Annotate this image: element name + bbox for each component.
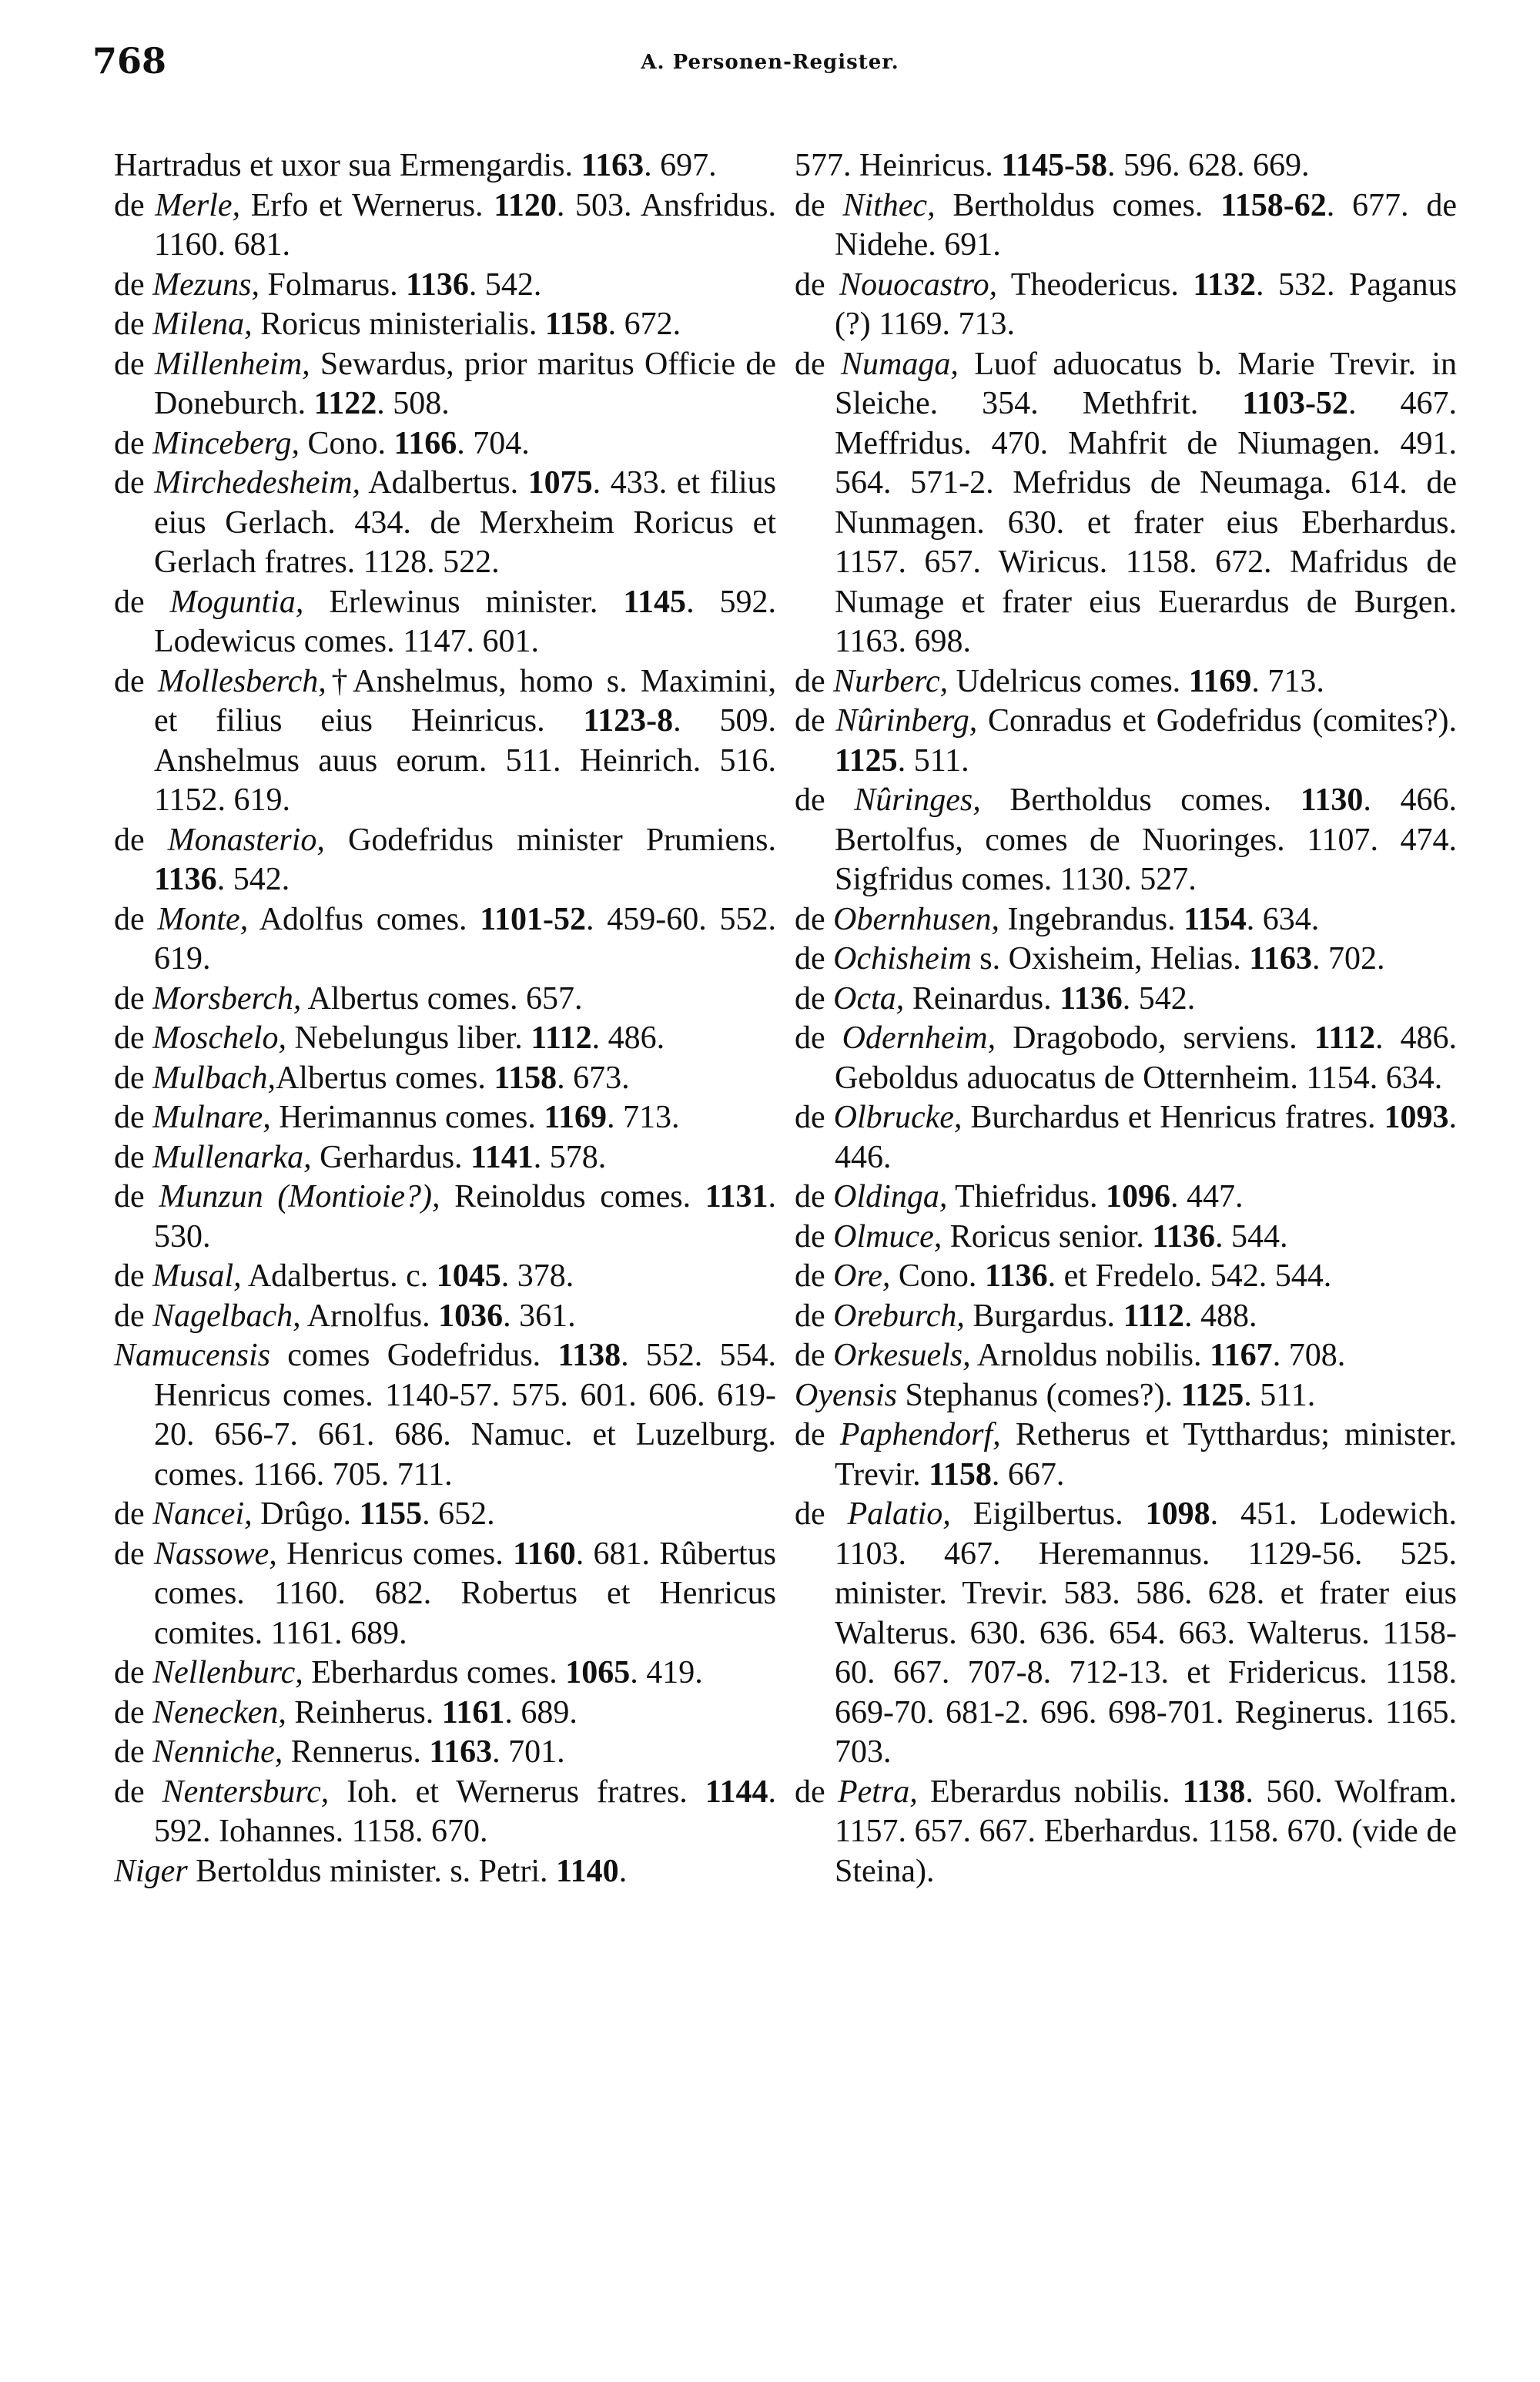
register-entry: [114, 345, 776, 424]
register-entry: [795, 1773, 1457, 1892]
entry-rest: Hartradus et uxor sua Ermengardis.: [114, 148, 581, 183]
entry-b1: 1101-52: [480, 901, 586, 937]
entry-b1: 1158: [929, 1456, 992, 1493]
entry-lead: de: [114, 1100, 153, 1135]
register-entry: [795, 345, 1457, 662]
entry-b1: 1093: [1384, 1100, 1449, 1135]
entry-rest: Cono.: [890, 1258, 985, 1294]
entry-rest: Roricus ministerialis.: [252, 307, 545, 342]
entry-b1: 1136: [1152, 1218, 1215, 1255]
register-entry: [795, 1257, 1457, 1297]
entry-rest: Adalbertus.: [360, 465, 528, 501]
register-entry: [795, 662, 1457, 702]
entry-lead: de: [795, 1218, 834, 1255]
register-entry: [114, 1852, 776, 1892]
entry-rest: Theodericus.: [997, 266, 1194, 303]
entry-tail: . 560. Wolfram. 1157. 657. 667. Eberhardus. 1158. 670. (vide de Steina).: [835, 1774, 1457, 1889]
register-entry: [114, 1495, 776, 1535]
register-entry: [114, 424, 776, 464]
entry-tail: . 509. Anshelmus auus eorum. 511. Heinrich. 516. 1152. 619.: [154, 703, 777, 818]
entry-rest: Conradus et Godefridus (comites?).: [977, 703, 1457, 739]
entry-tail: . 466. Bertolfus, comes de Nuoringes. 1107. 474. Sigfridus comes. 1130. 527.: [835, 782, 1457, 897]
entry-name: Moguntia,: [169, 584, 304, 620]
entry-lead: de: [795, 901, 834, 937]
entry-rest: Bertoldus minister. s. Petri.: [187, 1853, 556, 1889]
entry-rest: comes Godefridus.: [270, 1338, 558, 1373]
entry-b1: 1045: [436, 1258, 501, 1294]
entry-b1: 1161: [441, 1694, 505, 1730]
entry-b1: 1136: [1060, 980, 1123, 1017]
entry-name: Numaga,: [841, 346, 959, 382]
entry-b1: 1144: [705, 1774, 768, 1810]
entry-rest: Folmarus.: [259, 266, 407, 303]
entry-b1: 1154: [1183, 901, 1247, 937]
entry-lead: de: [114, 1734, 153, 1770]
entry-tail: . 578.: [533, 1139, 607, 1175]
entry-rest: Retherus et Tytthardus; minister. Trevir.: [835, 1417, 1457, 1493]
entry-name: Petra,: [837, 1774, 918, 1810]
entry-name: Mulbach,: [152, 1060, 276, 1096]
entry-name: Nellenburc,: [152, 1655, 303, 1690]
register-entry: [114, 1019, 776, 1059]
entry-lead: de: [114, 1139, 153, 1175]
register-entry: [114, 186, 776, 266]
entry-b1: 1136: [154, 862, 217, 897]
entry-tail: . 488.: [1183, 1298, 1257, 1334]
entry-name: Merle,: [155, 187, 241, 223]
entry-rest: Burchardus et Henricus fratres.: [962, 1100, 1384, 1135]
entry-rest: Reinardus.: [904, 980, 1060, 1017]
register-entry: [795, 266, 1457, 345]
entry-name: Olbrucke,: [833, 1100, 962, 1135]
entry-name: Nûringes,: [854, 782, 981, 818]
entry-name: Morsberch,: [152, 980, 302, 1017]
entry-b1: 1125: [1180, 1377, 1244, 1413]
entry-b1: 1122: [313, 386, 377, 421]
register-entry: [795, 781, 1457, 900]
register-entry: [114, 1336, 776, 1495]
register-entry: [114, 1733, 776, 1773]
entry-b1: 1112: [1314, 1020, 1375, 1056]
entry-tail: . 673.: [557, 1060, 630, 1096]
entry-b1: 1166: [393, 425, 457, 461]
entry-rest: Eberardus nobilis.: [917, 1774, 1183, 1810]
entry-tail: . 361.: [503, 1298, 576, 1334]
register-entry: [795, 146, 1457, 186]
register-entry: [795, 980, 1457, 1020]
entry-tail: . 542.: [216, 862, 290, 897]
entry-b1: 1158-62: [1220, 187, 1327, 223]
page-header: [92, 40, 1448, 94]
entry-tail: . 451. Lodewich. 1103. 467. Heremannus. 1129-56. 525. minister. Trevir. 583. 586. 628. et frater eius Walterus. 630. 636. 654. 663. Walterus. 1158-60. 667. 707-8. 712-13. et Fridericus. 1158. 669-70. 681-2. 696. 698-701. Reginerus. 1165. 703.: [835, 1496, 1457, 1770]
entry-lead: de: [795, 663, 834, 699]
entry-b1: 1167: [1210, 1338, 1273, 1373]
entry-tail: . 713.: [607, 1100, 680, 1135]
entry-lead: de: [114, 1655, 153, 1690]
register-entry: [114, 266, 776, 306]
entry-tail: . 667.: [991, 1456, 1065, 1493]
register-entry: [114, 900, 776, 980]
entry-name: Obernhusen,: [833, 901, 999, 937]
entry-name: Nenecken,: [152, 1694, 286, 1730]
entry-rest: Erlewinus minister.: [303, 584, 624, 620]
entry-b1: 1123-8: [583, 703, 674, 739]
entry-b1: 1131: [705, 1179, 768, 1214]
entry-lead: de: [795, 1496, 848, 1532]
entry-rest: Udelricus comes.: [948, 663, 1189, 699]
entry-b1: 1158: [544, 307, 608, 342]
entry-b1: 1112: [531, 1020, 592, 1056]
entry-rest: Bertholdus comes.: [935, 187, 1221, 223]
register-entry: [114, 1297, 776, 1337]
entry-tail: .: [618, 1853, 628, 1889]
entry-name: Moschelo,: [152, 1020, 286, 1056]
entry-tail: . 672.: [608, 307, 681, 342]
entry-rest: Eberhardus comes.: [303, 1655, 566, 1690]
entry-b1: 1160: [513, 1536, 576, 1572]
register-entry: [114, 980, 776, 1020]
entry-b1: 1158: [494, 1060, 557, 1096]
register-entry: [114, 146, 776, 186]
entry-b1: 1125: [835, 742, 898, 779]
entry-b1: 1098: [1145, 1496, 1210, 1532]
entry-rest: Bertholdus comes.: [980, 782, 1301, 818]
entry-name: Odernheim,: [842, 1020, 996, 1056]
entry-tail: . 681. Rûbertus comes. 1160. 682. Robertus et Henricus comites. 1161. 689.: [154, 1536, 776, 1651]
entry-b1: 1163: [1249, 941, 1312, 977]
entry-lead: de: [795, 1338, 834, 1373]
right-column: [795, 146, 1457, 1891]
entry-rest: Ingebrandus.: [999, 901, 1184, 937]
register-entry: [114, 1773, 776, 1852]
entry-tail: . 689.: [504, 1694, 578, 1730]
entry-name: Orkesuels,: [833, 1338, 971, 1373]
entry-rest: Drûgo.: [252, 1496, 360, 1532]
entry-rest: Reinoldus comes.: [440, 1179, 705, 1214]
entry-lead: de: [795, 1298, 834, 1334]
entry-rest: Nebelungus liber.: [286, 1020, 531, 1056]
entry-tail: . 701.: [492, 1734, 565, 1770]
register-entry: [114, 1653, 776, 1694]
entry-lead: de: [795, 1417, 840, 1452]
entry-rest: Dragobodo, serviens.: [996, 1020, 1314, 1056]
entry-name: Oreburch,: [833, 1298, 965, 1334]
entry-tail: . 530.: [154, 1179, 776, 1255]
entry-rest: Cono.: [300, 425, 394, 461]
entry-name: Nentersburc,: [162, 1774, 330, 1810]
entry-name: Monasterio,: [167, 822, 325, 858]
register-entry: [114, 1098, 776, 1138]
entry-tail: . 378.: [500, 1258, 574, 1294]
register-entry: [795, 1178, 1457, 1218]
entry-name: Minceberg,: [152, 425, 300, 461]
entry-b1: 1141: [470, 1139, 534, 1175]
entry-tail: . 532. Paganus (?) 1169. 713.: [835, 266, 1457, 342]
register-entry: [795, 1218, 1457, 1258]
entry-name: Nenniche,: [152, 1734, 283, 1770]
entry-lead: de: [114, 584, 170, 620]
entry-b1: 1145: [623, 584, 687, 620]
register-entry: [114, 583, 776, 662]
register-entry: [114, 662, 776, 821]
entry-name: Oldinga,: [833, 1179, 948, 1214]
register-entry: [795, 1019, 1457, 1098]
entry-rest: Gerhardus.: [311, 1139, 471, 1175]
entry-name: Nouocastro,: [839, 266, 998, 303]
entry-lead: de: [795, 703, 836, 739]
entry-lead: de: [114, 663, 158, 699]
entry-tail: . 596. 628. 669.: [1106, 148, 1310, 183]
entry-name: Ore,: [833, 1258, 891, 1294]
entry-name: Niger: [114, 1853, 188, 1889]
entry-rest: Thiefridus.: [947, 1179, 1106, 1214]
running-head: A. Personen-Register.: [641, 51, 899, 74]
register-entry: [114, 1257, 776, 1297]
entry-lead: de: [114, 980, 153, 1017]
entry-lead: de: [114, 1298, 153, 1334]
entry-b1: 1163: [429, 1734, 493, 1770]
entry-name: Octa,: [833, 980, 905, 1017]
entry-rest: Albertus comes. 657.: [301, 980, 583, 1017]
entry-b1: 1103-52: [1242, 386, 1348, 421]
entry-tail: . 511.: [1244, 1377, 1316, 1413]
entry-tail: . 697.: [644, 148, 717, 183]
register-entry: [795, 1376, 1457, 1416]
entry-rest: Herimannus comes.: [270, 1100, 544, 1135]
entry-lead: de: [114, 1179, 159, 1214]
entry-b1: 1132: [1193, 266, 1257, 303]
entry-tail: . 544.: [1214, 1218, 1288, 1255]
left-column: [114, 146, 776, 1891]
entry-rest: Erfo et Wernerus.: [240, 187, 494, 223]
entry-name: Mollesberch,: [157, 663, 326, 699]
entry-rest: Rennerus.: [283, 1734, 430, 1770]
entry-rest: Godefridus minister Prumiens.: [324, 822, 776, 858]
register-entry: [114, 1138, 776, 1178]
entry-rest: Albertus comes.: [275, 1060, 494, 1096]
register-entry: [795, 1495, 1457, 1773]
entry-b1: 1130: [1300, 782, 1364, 818]
entry-name: Nagelbach,: [152, 1298, 301, 1334]
entry-name: Nancei,: [152, 1496, 253, 1532]
entry-lead: de: [114, 1536, 154, 1572]
entry-tail: . 503. Ansfridus. 1160. 681.: [154, 187, 776, 263]
entry-name: Nithec,: [842, 187, 936, 223]
entry-lead: de: [795, 980, 834, 1017]
register-entry: [114, 821, 776, 900]
register-columns: [0, 146, 1540, 2333]
entry-lead: de: [795, 1258, 834, 1294]
entry-rest: Sewardus, prior maritus Officie de Doneburch.: [154, 346, 776, 421]
entry-tail: . 702.: [1311, 941, 1385, 977]
register-entry: [795, 940, 1457, 980]
register-entry: [114, 1694, 776, 1734]
entry-tail: . 486.: [591, 1020, 665, 1056]
register-entry: [795, 900, 1457, 940]
entry-lead: de: [795, 941, 834, 977]
entry-tail: . et Fredelo. 542. 544.: [1047, 1258, 1332, 1294]
register-entry: [114, 1535, 776, 1654]
register-entry: [114, 305, 776, 345]
entry-tail: . 459-60. 552. 619.: [154, 901, 776, 977]
entry-rest: †Anshelmus, homo s. Maximini, et filius eius Heinricus.: [154, 663, 776, 739]
entry-tail: . 486. Geboldus aduocatus de Otternheim. 1154. 634.: [835, 1020, 1457, 1096]
entry-rest: Burgardus.: [964, 1298, 1123, 1334]
entry-tail: . 592. Lodewicus comes. 1147. 601.: [154, 584, 776, 659]
entry-tail: . 552. 554. Henricus comes. 1140-57. 575. 601. 606. 619-20. 656-7. 661. 686. Namuc. et Luzelburg. comes. 1166. 705. 711.: [154, 1338, 776, 1493]
entry-b1: 1112: [1123, 1298, 1184, 1334]
entry-rest: Luof aduocatus b. Marie Trevir. in Sleiche. 354. Methfrit.: [835, 346, 1457, 421]
entry-rest: Arnoldus nobilis.: [970, 1338, 1210, 1373]
entry-b1: 1169: [1188, 663, 1252, 699]
entry-name: Nurberc,: [833, 663, 949, 699]
entry-name: Milena,: [152, 307, 253, 342]
entry-name: Musal,: [152, 1258, 242, 1294]
register-entry: [795, 1336, 1457, 1376]
entry-name: Namucensis: [114, 1338, 270, 1373]
entry-tail: . 542.: [468, 266, 542, 303]
register-entry: [795, 186, 1457, 266]
entry-tail: . 592. Iohannes. 1158. 670.: [154, 1774, 776, 1849]
entry-name: Nûrinberg,: [835, 703, 978, 739]
entry-tail: . 446.: [835, 1100, 1457, 1175]
entry-lead: de: [795, 1774, 838, 1810]
entry-rest: Arnolfus.: [300, 1298, 439, 1334]
entry-b1: 1163: [581, 148, 644, 183]
entry-b1: 1138: [1182, 1774, 1246, 1810]
entry-lead: de: [114, 1060, 153, 1096]
entry-name: Mirchedesheim,: [154, 465, 361, 501]
entry-lead: de: [114, 1020, 153, 1056]
entry-b1: 1120: [494, 187, 557, 223]
entry-lead: de: [795, 266, 840, 303]
entry-b1: 1145-58: [1001, 148, 1107, 183]
entry-lead: de: [114, 822, 168, 858]
entry-name: Millenheim,: [154, 346, 310, 382]
entry-name: Mullenarka,: [152, 1139, 312, 1175]
entry-b1: 1140: [556, 1853, 619, 1889]
entry-lead: de: [114, 307, 153, 342]
entry-tail: . 508.: [377, 386, 450, 421]
entry-name: Munzun (Montioie?),: [159, 1179, 440, 1214]
entry-tail: . 708.: [1272, 1338, 1346, 1373]
entry-rest: Ioh. et Wernerus fratres.: [329, 1774, 705, 1810]
entry-name: Mezuns,: [152, 266, 259, 303]
entry-lead: de: [795, 187, 843, 223]
entry-rest: Stephanus (comes?).: [896, 1377, 1181, 1413]
entry-name: Mulnare,: [152, 1100, 271, 1135]
entry-lead: de: [795, 1020, 842, 1056]
entry-b1: 1136: [984, 1258, 1048, 1294]
entry-tail: . 467. Meffridus. 470. Mahfrit de Niumagen. 491. 564. 571-2. Mefridus de Neumaga. 614. de Nunmagen. 630. et frater eius Eberhardus. 1157. 657. Wiricus. 1158. 672. Mafridus de Numage et frater eius Euerardus de Burgen. 1163. 698.: [835, 386, 1457, 659]
entry-lead: de: [114, 1258, 153, 1294]
register-entry: [795, 702, 1457, 781]
entry-lead: de: [114, 901, 158, 937]
entry-lead: de: [114, 1774, 162, 1810]
entry-tail: . 677. de Nidehe. 691.: [835, 187, 1457, 263]
entry-lead: de: [795, 1179, 834, 1214]
entry-rest: s. Oxisheim, Helias.: [971, 941, 1250, 977]
entry-lead: de: [114, 1496, 153, 1532]
entry-b1: 1155: [359, 1496, 423, 1532]
entry-rest: Adalbertus. c.: [241, 1258, 437, 1294]
entry-tail: . 634.: [1246, 901, 1320, 937]
entry-rest: Adolfus comes.: [248, 901, 480, 937]
entry-lead: de: [114, 266, 153, 303]
entry-b1: 1096: [1106, 1179, 1171, 1214]
entry-rest: Roricus senior.: [942, 1218, 1153, 1255]
entry-lead: de: [795, 782, 855, 818]
entry-tail: . 447.: [1170, 1179, 1244, 1214]
page-number: 768: [92, 40, 167, 82]
entry-name: Nassowe,: [153, 1536, 277, 1572]
register-entry: [795, 1098, 1457, 1178]
register-entry: [114, 464, 776, 583]
entry-tail: . 704.: [457, 425, 530, 461]
entry-lead: de: [114, 425, 153, 461]
entry-tail: . 652.: [422, 1496, 495, 1532]
entry-lead: de: [114, 1694, 153, 1730]
entry-rest: Henricus comes.: [276, 1536, 514, 1572]
register-entry: [795, 1297, 1457, 1337]
entry-rest: Eigilbertus.: [950, 1496, 1146, 1532]
register-entry: [795, 1415, 1457, 1495]
entry-lead: de: [114, 346, 155, 382]
entry-name: Monte,: [157, 901, 249, 937]
register-entry: [114, 1178, 776, 1257]
entry-b1: 1036: [438, 1298, 504, 1334]
entry-tail: . 542.: [1122, 980, 1196, 1017]
entry-tail: . 511.: [897, 742, 969, 779]
entry-rest: 577. Heinricus.: [795, 148, 1002, 183]
entry-tail: . 713.: [1251, 663, 1324, 699]
entry-rest: Reinherus.: [286, 1694, 442, 1730]
entry-lead: de: [795, 346, 842, 382]
entry-lead: de: [114, 465, 155, 501]
entry-tail: . 419.: [630, 1655, 703, 1690]
entry-b1: 1136: [406, 266, 469, 303]
entry-b1: 1065: [565, 1655, 631, 1690]
entry-name: Oyensis: [795, 1377, 897, 1413]
entry-b1: 1075: [527, 465, 593, 501]
entry-lead: de: [114, 187, 156, 223]
entry-lead: de: [795, 1100, 834, 1135]
entry-name: Olmuce,: [833, 1218, 942, 1255]
register-entry: [114, 1059, 776, 1099]
entry-name: Ochisheim: [833, 941, 972, 977]
entry-b1: 1169: [544, 1100, 608, 1135]
entry-name: Palatio,: [847, 1496, 951, 1532]
entry-b1: 1138: [557, 1338, 621, 1373]
entry-tail: . 433. et filius eius Gerlach. 434. de Merxheim Roricus et Gerlach fratres. 1128. 522.: [154, 465, 776, 580]
entry-name: Paphendorf,: [839, 1417, 1001, 1452]
